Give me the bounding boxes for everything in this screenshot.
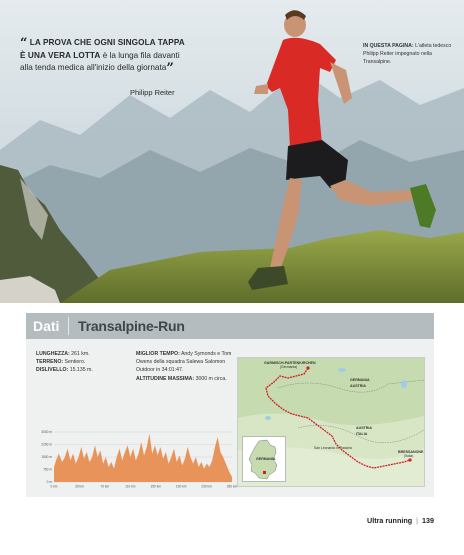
panel-label: Dati xyxy=(33,318,60,334)
caption-text: L'atleta tedesco Philipp Reiter impegnato nella Transalpine. xyxy=(363,43,452,65)
stats-right xyxy=(136,350,232,383)
map-label-germany: GERMANIA xyxy=(350,378,370,382)
y-tick-label: 750 m xyxy=(43,467,52,472)
stat-value: 261 km. xyxy=(69,351,90,357)
pull-quote xyxy=(20,37,190,75)
stat-value: Sentiero. xyxy=(63,359,86,366)
stats-left xyxy=(36,350,136,375)
panel-header xyxy=(26,313,434,339)
map-label-town: San Leonardo in Passiria xyxy=(314,446,352,450)
x-tick-label: 0 km xyxy=(50,484,58,489)
stat-label: DISLIVELLO: xyxy=(36,367,69,374)
panel-title: Transalpine-Run xyxy=(78,318,185,334)
stat-best-time xyxy=(136,350,232,375)
stat-max-altitude xyxy=(136,375,232,383)
page-footer xyxy=(367,516,434,525)
stat-label: ALTITUDINE MASSIMA: xyxy=(136,375,195,382)
x-tick-label: 70 km xyxy=(100,484,110,489)
stat-label: LUNGHEZZA: xyxy=(36,351,70,357)
quote-author: Philipp Reiter xyxy=(130,88,175,97)
inset-label-country: GERMANIA xyxy=(256,457,276,461)
stat-value: 3000 m circa. xyxy=(194,375,227,382)
stat-value: Andy Symonds e Tom Owens della squadra Salewa Salomon Outdoor in 34:01:47. xyxy=(136,351,232,374)
stat-elevation xyxy=(36,366,136,374)
stat-length xyxy=(36,350,136,358)
y-tick-label: 2250 m xyxy=(41,442,52,447)
route-start-marker xyxy=(306,366,309,369)
y-tick-label: 1500 m xyxy=(41,455,52,460)
footer-separator: | xyxy=(416,516,418,525)
quote-bold-text: LA PROVA CHE OGNI SINGOLA TAPPA È UNA VERA LOTTA xyxy=(20,38,185,60)
y-tick-label: 3000 m xyxy=(41,430,52,435)
map-label-start: GARMISCH-PARTENKIRCHEN xyxy=(264,361,316,365)
route-map xyxy=(237,357,425,487)
map-label-italy: ITALIA xyxy=(356,432,368,436)
footer-section: Ultra running xyxy=(367,516,413,525)
x-tick-label: 230 km xyxy=(201,484,212,489)
y-tick-label: 0 m xyxy=(46,480,52,485)
map-label-end: BRESSANONE xyxy=(398,450,424,454)
x-tick-label: 260 km xyxy=(226,484,238,489)
stat-label: MIGLIOR TEMPO: xyxy=(136,351,180,357)
map-label-austria-2: AUSTRIA xyxy=(356,426,372,430)
stat-value: 15.135 m. xyxy=(68,367,93,374)
elevation-profile-chart xyxy=(36,426,236,490)
stat-terrain xyxy=(36,358,136,366)
data-panel xyxy=(26,313,434,497)
photo-caption xyxy=(363,42,459,66)
map-label-end-sub: (Italia) xyxy=(404,454,414,458)
route-end-marker xyxy=(408,458,411,461)
close-quote-mark: ” xyxy=(166,61,174,77)
x-tick-label: 150 km xyxy=(150,484,161,489)
quote-text: è la lunga fila davanti alla tenda medica all'inizio della giornata xyxy=(20,50,180,73)
x-tick-label: 110 km xyxy=(125,484,136,489)
header-divider xyxy=(68,317,69,335)
x-tick-label: 30 km xyxy=(75,484,84,489)
map-label-start-sub: (Germania) xyxy=(280,365,298,369)
open-quote-mark: “ xyxy=(20,36,28,51)
germany-inset-map xyxy=(242,436,286,482)
map-label-austria: AUSTRIA xyxy=(350,384,366,388)
elevation-area xyxy=(54,434,232,482)
page-number: 139 xyxy=(422,516,434,525)
stat-label: TERRENO: xyxy=(36,359,64,366)
caption-heading: IN QUESTA PAGINA: xyxy=(363,43,414,49)
x-tick-label: 190 km xyxy=(175,484,187,489)
